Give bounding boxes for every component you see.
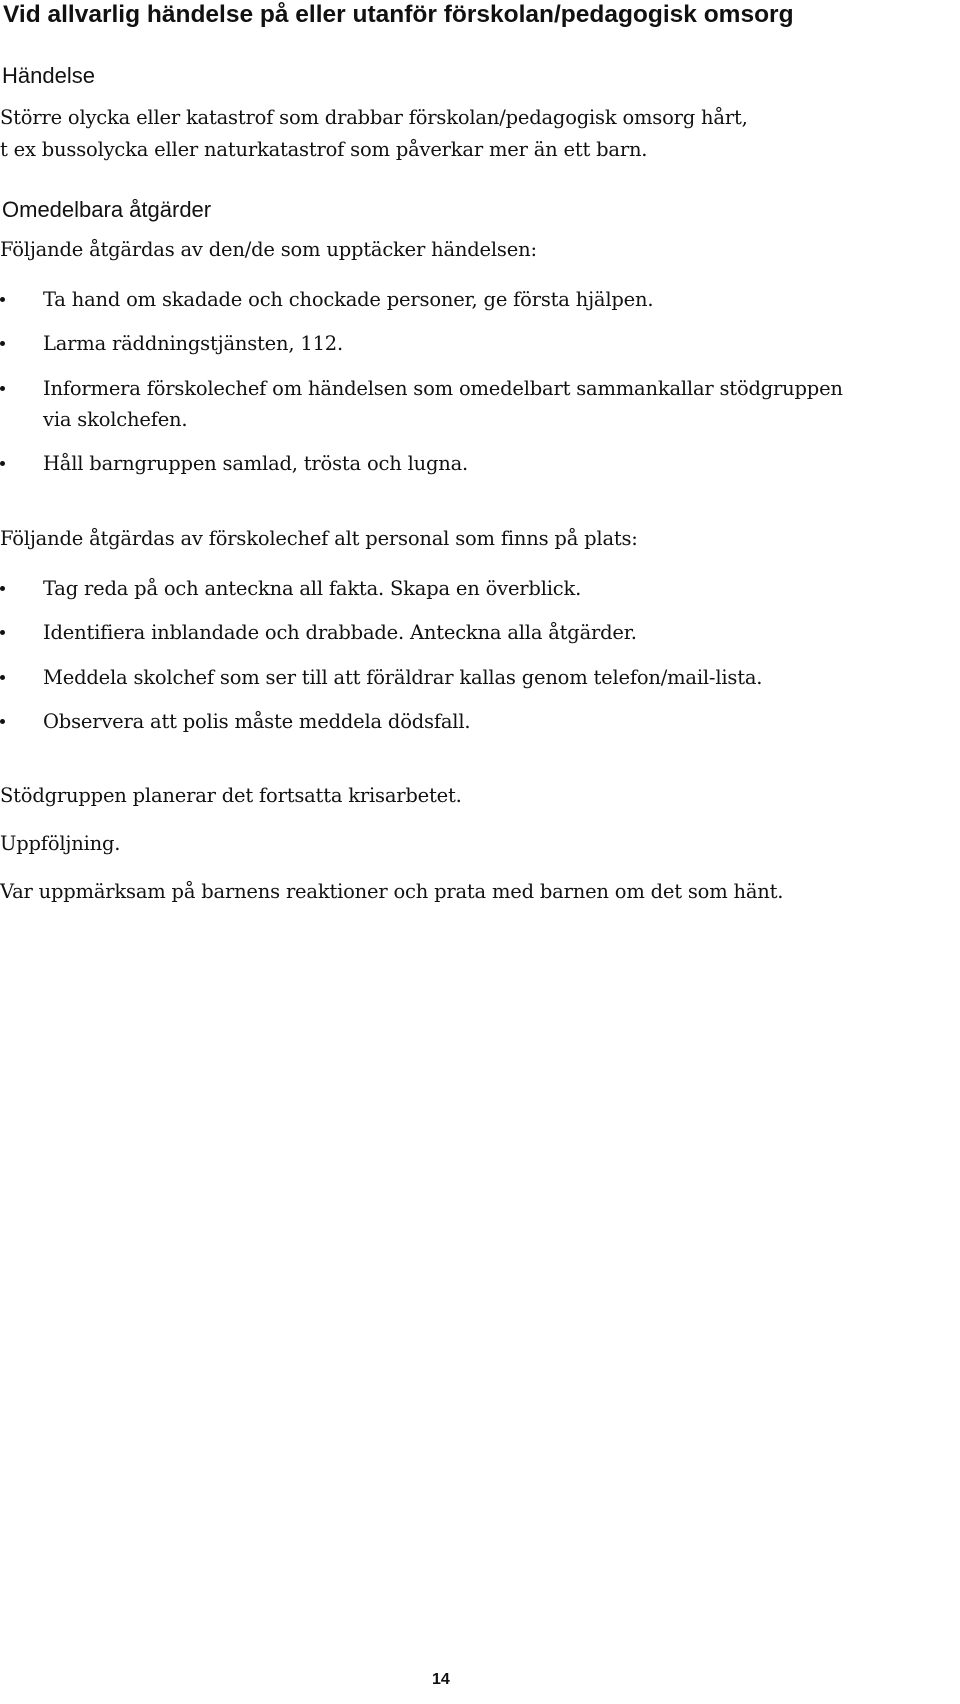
bullet-icon <box>0 630 5 635</box>
event-description-line-2: t ex bussolycka eller naturkatastrof som påverkar mer än ett barn. <box>0 138 648 161</box>
bullet-icon <box>0 675 5 680</box>
section-heading-actions: Omedelbara åtgärder <box>2 197 212 222</box>
page-number: 14 <box>432 1671 450 1688</box>
closing-line-1: Stödgruppen planerar det fortsatta krisarbetet. <box>0 784 462 807</box>
bullet-text: Meddela skolchef som ser till att föräldrar kallas genom telefon/mail-lista. <box>43 666 763 689</box>
bullet-icon <box>0 461 5 466</box>
actions-intro-1: Följande åtgärdas av den/de som upptäcker händelsen: <box>0 238 537 261</box>
bullet-icon <box>0 719 5 724</box>
bullet-icon <box>0 341 5 346</box>
closing-line-2: Uppföljning. <box>0 832 121 855</box>
page-title: Vid allvarlig händelse på eller utanför förskolan/pedagogisk omsorg <box>3 1 794 28</box>
bullet-text: Tag reda på och anteckna all fakta. Skapa en överblick. <box>43 577 582 600</box>
bullet-icon <box>0 386 5 391</box>
bullet-text: Larma räddningstjänsten, 112. <box>43 332 343 355</box>
bullet-text: Informera förskolechef om händelsen som omedelbart sammankallar stödgruppen <box>43 377 843 400</box>
actions-intro-2: Följande åtgärdas av förskolechef alt personal som finns på plats: <box>0 527 638 550</box>
bullet-text: Identifiera inblandade och drabbade. Anteckna alla åtgärder. <box>43 621 637 644</box>
event-description-line-1: Större olycka eller katastrof som drabbar förskolan/pedagogisk omsorg hårt, <box>0 106 748 129</box>
bullet-text: Observera att polis måste meddela dödsfall. <box>43 710 471 733</box>
bullet-text: Ta hand om skadade och chockade personer, ge första hjälpen. <box>43 288 654 311</box>
bullet-icon <box>0 586 5 591</box>
bullet-icon <box>0 297 5 302</box>
closing-line-3: Var uppmärksam på barnens reaktioner och prata med barnen om det som hänt. <box>0 880 784 903</box>
bullet-text-continuation: via skolchefen. <box>43 408 188 431</box>
bullet-text: Håll barngruppen samlad, trösta och lugna. <box>43 452 469 475</box>
section-heading-event: Händelse <box>2 63 95 88</box>
